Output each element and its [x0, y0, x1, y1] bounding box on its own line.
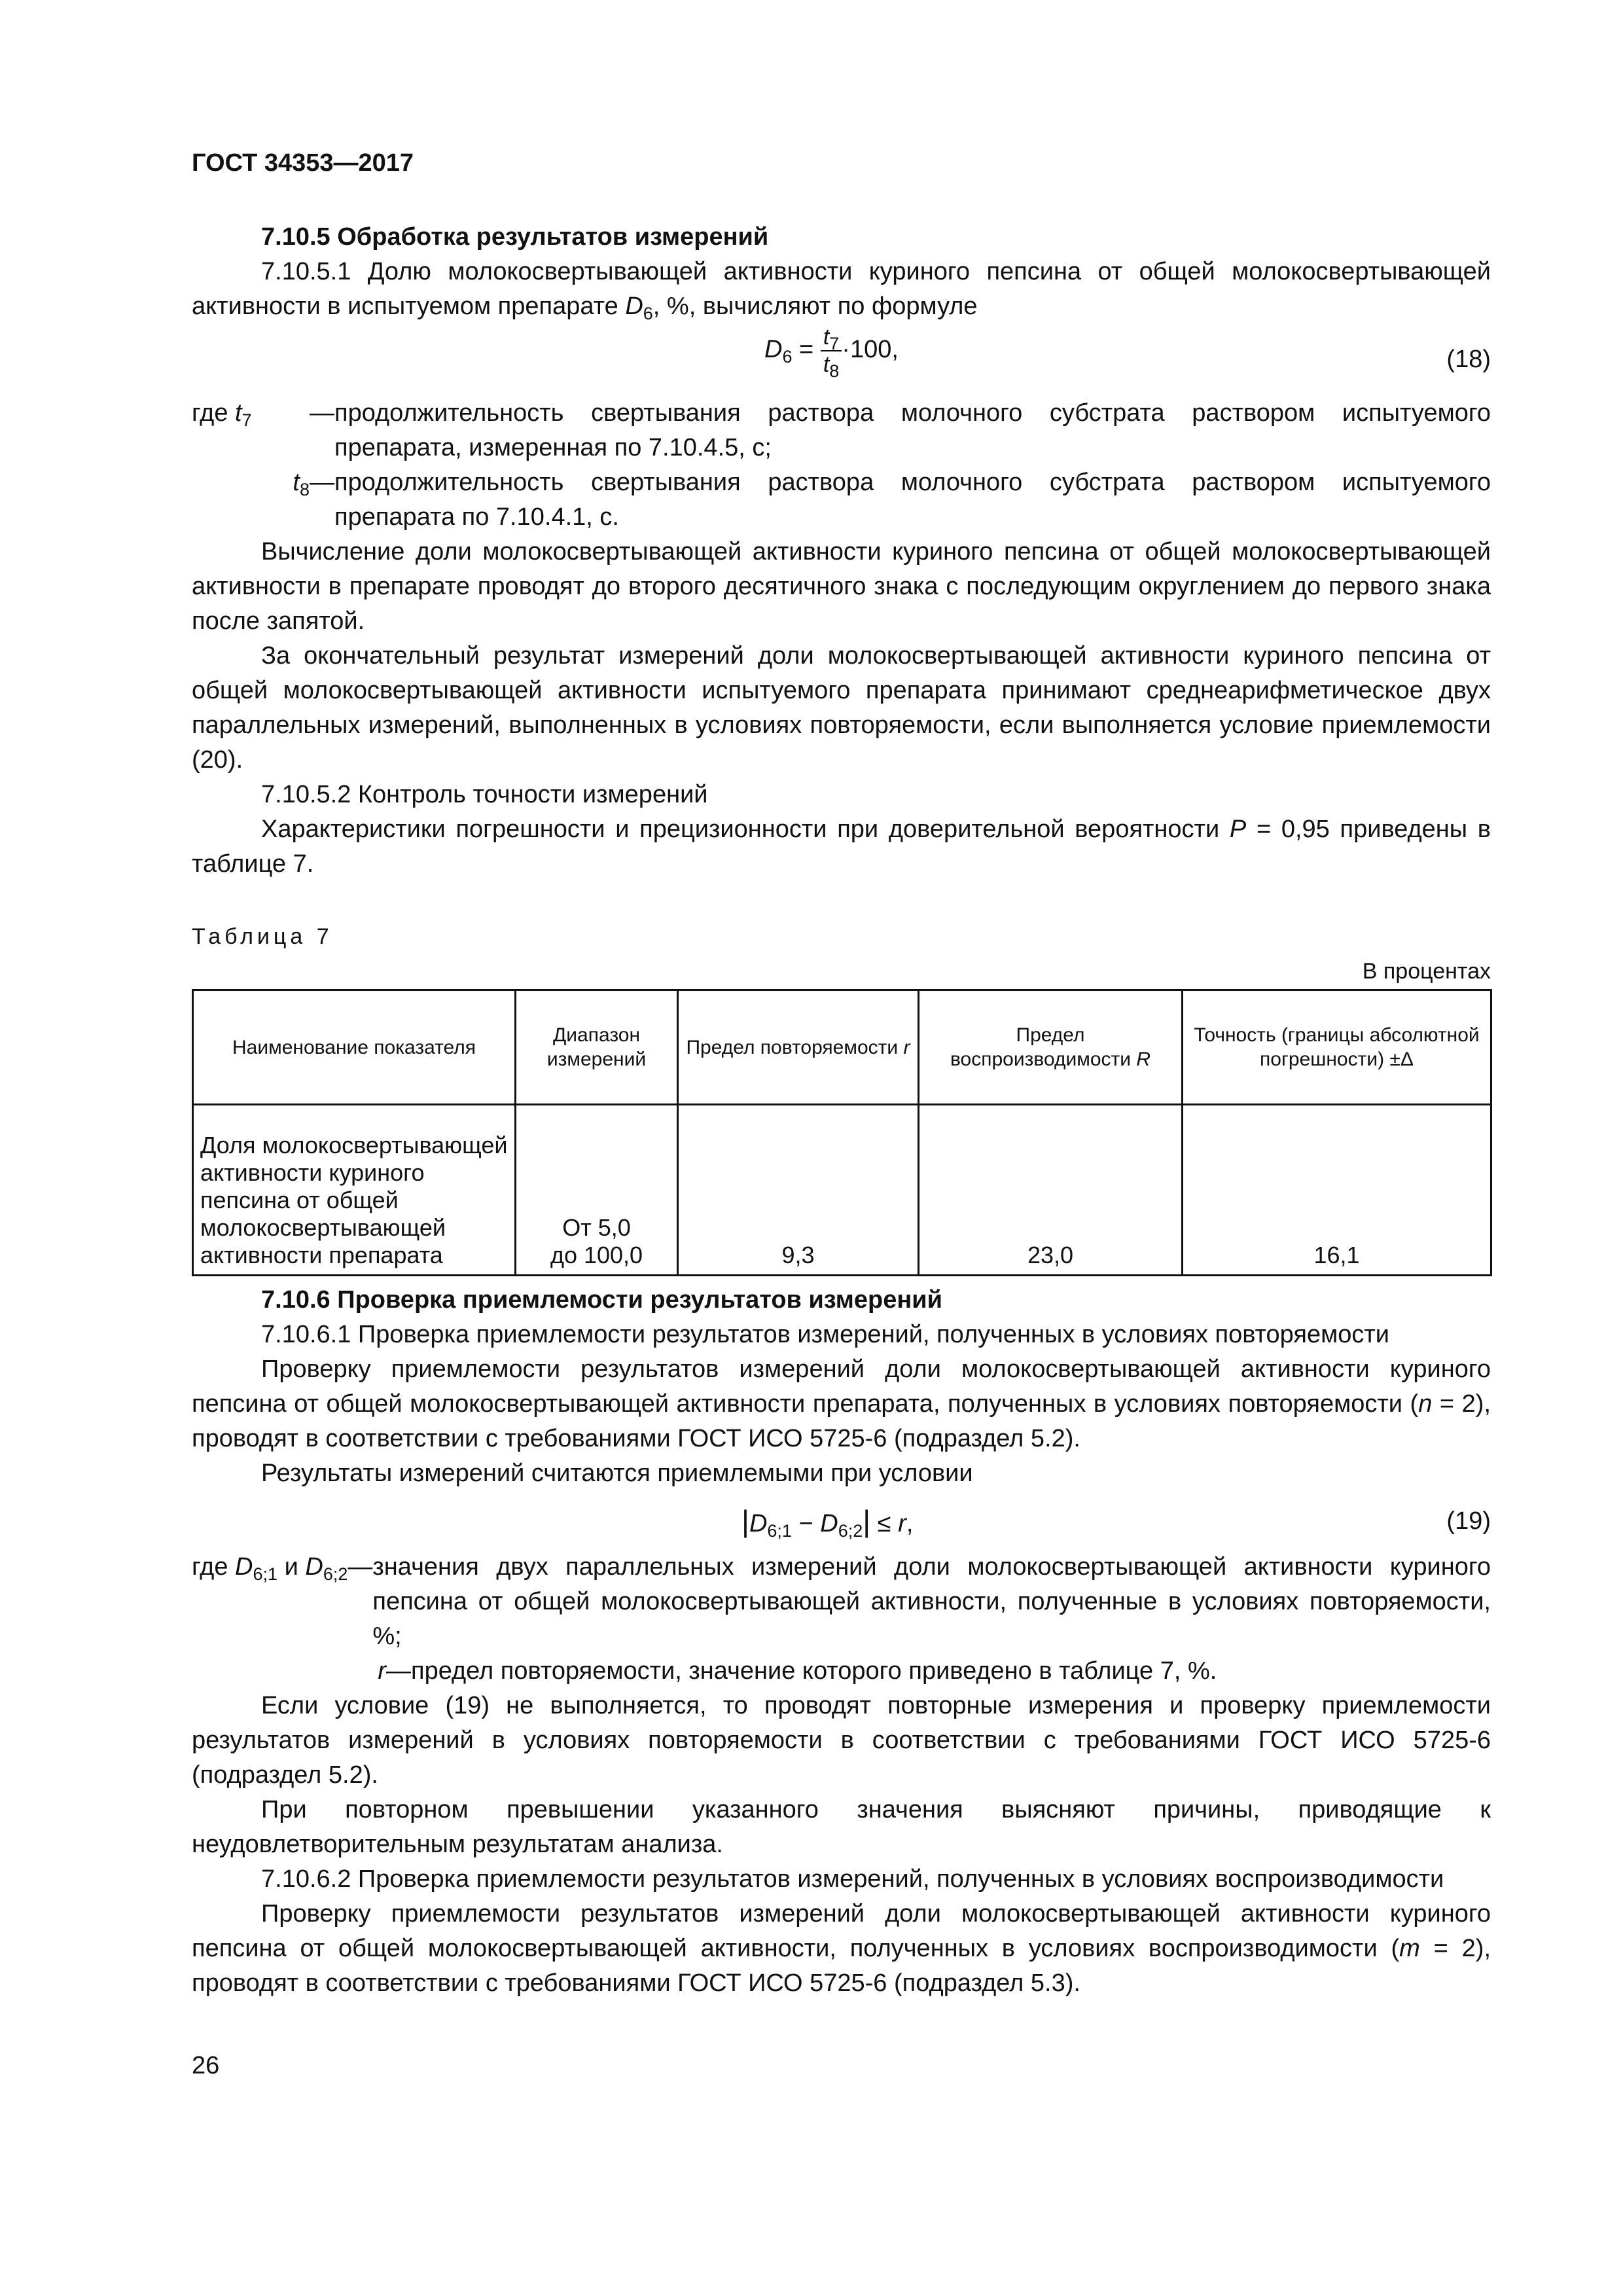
- where-t7: где $t_7$ — продолжительность свертывания раствора молочного субстрата раствором испытуемого препарата, измеренная по 7.10.4.5, с;: [192, 399, 1491, 461]
- where-r: r — предел повторяемости, значение которого приведено в таблице 7, %.: [378, 1657, 1217, 1685]
- table-cell: 9,3: [678, 1105, 919, 1276]
- section-title: 7.10.5 Обработка результатов измерений: [261, 223, 769, 251]
- table-header-row: [193, 990, 1491, 1105]
- paragraph: 7.10.5.2 Контроль точности измерений: [261, 781, 708, 808]
- table-7-block: [192, 920, 1491, 1276]
- paragraph: При повторном превышении указанного значения выясняют причины, приводящие к неудовлетворительным результатам анализа.: [192, 1796, 1491, 1858]
- col-header: Точность (границы абсолютной погрешности) ±Δ: [1183, 990, 1491, 1105]
- where-t8: $t_8$ — продолжительность свертывания раствора молочного субстрата раствором испытуемого препарата по 7.10.4.1, с.: [293, 469, 1491, 531]
- col-header: Диапазон измерений: [516, 990, 678, 1105]
- table-cell: 23,0: [919, 1105, 1183, 1276]
- table-caption: Таблица 7: [192, 924, 333, 949]
- paragraph: 7.10.5.1 Долю молокосвертывающей активности куриного пепсина от общей молокосвертывающей активности в испытуемом препарате $D_6$, %, вычисляют по формуле: [192, 258, 1491, 323]
- table-cell: 16,1: [1183, 1105, 1491, 1276]
- table-row: [193, 1105, 1491, 1276]
- paragraph: 7.10.6.2 Проверка приемлемости результатов измерений, полученных в условиях воспроизводимости: [261, 1865, 1444, 1893]
- paragraph: Если условие (19) не выполняется, то проводят повторные измерения и проверку приемлемости результатов измерений в условиях повторяемости в соответствии с требованиями ГОСТ ИСО 5725-6 (подраздел 5.2).: [192, 1692, 1491, 1789]
- table-cell: Доля молокосвертывающей активности куриного пепсина от общей молокосвертывающей активности препарата: [193, 1105, 516, 1276]
- paragraph: Проверку приемлемости результатов измерений доли молокосвертывающей активности куриного пепсина от общей молокосвертывающей активности, полученных в условиях воспроизводимости (m = 2), проводят в соответствии с требованиями ГОСТ ИСО 5725-6 (подраздел 5.3).: [192, 1900, 1491, 1997]
- formula-number: (19): [1446, 1507, 1491, 1535]
- where-d6: где $D_{6;1}$ и $D_{6;2}$ — значения двух параллельных измерений доли молокосвертывающей активности куриного пепсина от общей молокосвертывающей активности, полученные в условиях повторяемости, %;: [192, 1553, 1491, 1650]
- page-number: 26: [192, 2052, 220, 2079]
- paragraph: Характеристики погрешности и прецизионности при доверительной вероятности P = 0,95 приведены в таблице 7.: [192, 816, 1491, 878]
- formula-19: $|D_{6;1} - D_{6;2}| \le r$, (19): [741, 1504, 1491, 1541]
- formula-18: $D_6$ = $\frac{t_7}{t_8}$ ·100, (18): [764, 325, 1491, 381]
- section-7-10-5: [192, 220, 1491, 882]
- col-header: Предел повторяемости r: [678, 990, 919, 1105]
- table-unit: В процентах: [1362, 959, 1491, 984]
- fraction: $\frac{t_7}{t_8}$: [821, 324, 842, 378]
- paragraph: Результаты измерений считаются приемлемыми при условии: [261, 1460, 973, 1487]
- paragraph: 7.10.6.1 Проверка приемлемости результатов измерений, полученных в условиях повторяемости: [261, 1321, 1389, 1348]
- table-7: [192, 989, 1492, 1276]
- section-title: 7.10.6 Проверка приемлемости результатов измерений: [261, 1286, 943, 1314]
- section-7-10-6: [192, 1283, 1491, 2001]
- paragraph: Проверку приемлемости результатов измерений доли молокосвертывающей активности куриного пепсина от общей молокосвертывающей активности препарата, полученных в условиях повторяемости (n = 2), проводят в соответствии с требованиями ГОСТ ИСО 5725-6 (подраздел 5.2).: [192, 1355, 1491, 1452]
- paragraph: За окончательный результат измерений доли молокосвертывающей активности куриного пепсина от общей молокосвертывающей активности испытуемого препарата принимают среднеарифметическое двух параллельных измерений, выполненных в условиях повторяемости, если выполняется условие приемлемости (20).: [192, 642, 1491, 774]
- document-header: ГОСТ 34353—2017: [192, 149, 414, 177]
- col-header: Предел воспроизводимости R: [919, 990, 1183, 1105]
- formula-number: (18): [1446, 346, 1491, 373]
- paragraph: Вычисление доли молокосвертывающей активности куриного пепсина от общей молокосвертывающей активности в препарате проводят до второго десятичного знака с последующим округлением до первого знака после запятой.: [192, 538, 1491, 635]
- table-cell: От 5,0 до 100,0: [516, 1105, 678, 1276]
- col-header: Наименование показателя: [193, 990, 516, 1105]
